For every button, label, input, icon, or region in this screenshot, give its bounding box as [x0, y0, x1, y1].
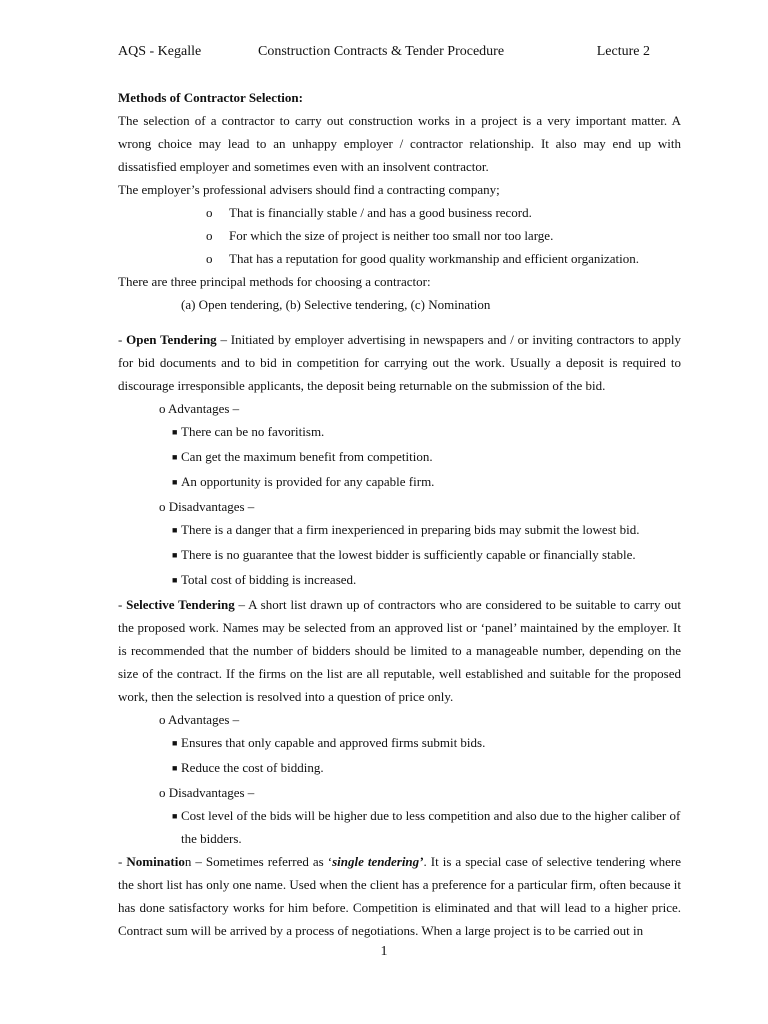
list-item-text: Ensures that only capable and approved firms submit bids. — [181, 735, 486, 750]
list-item — [118, 804, 681, 850]
disadvantages-label: o Disadvantages – — [159, 499, 255, 514]
list-item-text: An opportunity is provided for any capable firm. — [181, 474, 435, 489]
list-item — [118, 470, 681, 495]
methods-intro: There are three principal methods for choosing a contractor: — [118, 274, 431, 289]
square-bullet-icon: ■ — [172, 550, 178, 560]
page-header — [118, 44, 681, 62]
selective-tendering-title: Selective Tendering — [126, 597, 235, 612]
criteria-text: That is financially stable / and has a good business record. — [229, 205, 532, 220]
criteria-text: For which the size of project is neither too small nor too large. — [229, 228, 554, 243]
list-item-text: There can be no favoritism. — [181, 424, 325, 439]
header-subject: Construction Contracts & Tender Procedure — [258, 44, 505, 59]
list-item-text: Reduce the cost of bidding. — [181, 760, 324, 775]
open-tendering-text: – Initiated by employer advertising in newspapers and / or inviting contractors to apply for bid documents and to bid in competition for carrying out the work. Usually a deposit is required to discourage irresponsible applicants, the deposit being returnable on the submission of the bid. — [118, 332, 681, 393]
page-number: 1 — [380, 944, 388, 959]
open-tendering-title: Open Tendering — [126, 332, 217, 347]
square-bullet-icon: ■ — [172, 525, 178, 535]
page-body — [118, 86, 681, 942]
advisers-paragraph: The employer’s professional advisers should find a contracting company; — [118, 182, 500, 197]
list-item — [118, 420, 681, 445]
single-tendering-term: single tendering’ — [332, 854, 424, 869]
nomination-text: – Sometimes referred as ‘ — [191, 854, 333, 869]
list-item-text: Total cost of bidding is increased. — [181, 572, 357, 587]
list-item-text: There is a danger that a firm inexperienced in preparing bids may submit the lowest bid. — [181, 522, 640, 537]
square-bullet-icon: ■ — [172, 738, 178, 748]
criteria-item — [118, 201, 681, 224]
selective-tendering-text: – A short list drawn up of contractors who are considered to be suitable to carry out the proposed work. Names may be selected from an approved list or ‘panel’ maintained by the employer. It is recommended that the number of bidders should be limited to a manageable number, depending on the size of the contract. If the firms on the list are all reputable, well established and suitable for the proposed work, then the selection is resolved into a question of price only. — [118, 597, 681, 704]
nomination-text-cont: . It is a special case of selective tendering where the short list has only one name. Used when the client has a preference for a particular firm, often because it has done satisfactory works for him before. Competition is eliminated and that will lead to a higher price. Contract sum will be arrived by a process of negotiations. When a large project is to be carried out in — [118, 854, 681, 938]
dash: - — [118, 854, 127, 869]
square-bullet-icon: ■ — [172, 811, 178, 821]
square-bullet-icon: ■ — [172, 452, 178, 462]
open-tendering-paragraph — [118, 328, 681, 397]
advantages-label: o Advantages – — [159, 712, 240, 727]
circle-bullet-icon: o — [206, 205, 213, 220]
header-course: AQS - Kegalle — [118, 44, 202, 59]
circle-bullet-icon: o — [206, 251, 213, 266]
selective-tendering-paragraph — [118, 593, 681, 708]
advantages-label: o Advantages – — [159, 401, 240, 416]
dash: - — [118, 332, 127, 347]
list-item-text: There is no guarantee that the lowest bidder is sufficiently capable or financially stable. — [181, 547, 636, 562]
list-item-text: Cost level of the bids will be higher due to less competition and also due to the higher caliber of the bidders. — [181, 808, 681, 846]
spacer — [118, 316, 681, 328]
header-lecture: Lecture 2 — [596, 44, 650, 59]
list-item — [118, 518, 681, 543]
square-bullet-icon: ■ — [172, 427, 178, 437]
criteria-item — [118, 224, 681, 247]
circle-bullet-icon: o — [206, 228, 213, 243]
square-bullet-icon: ■ — [172, 763, 178, 773]
square-bullet-icon: ■ — [172, 575, 178, 585]
nomination-paragraph — [118, 850, 681, 942]
disadvantages-label: o Disadvantages – — [159, 785, 255, 800]
list-item — [118, 756, 681, 781]
square-bullet-icon: ■ — [172, 477, 178, 487]
nomination-title: Nominatio — [126, 854, 185, 869]
criteria-text: That has a reputation for good quality workmanship and efficient organization. — [229, 251, 639, 266]
list-item-text: Can get the maximum benefit from competition. — [181, 449, 433, 464]
nomination-title-tail: n — [184, 854, 192, 869]
list-item — [118, 731, 681, 756]
intro-paragraph: The selection of a contractor to carry out construction works in a project is a very important matter. A wrong choice may lead to an unhappy employer / contractor relationship. It also may end up with dissatisfied employer and sometimes even with an insolvent contractor. — [118, 113, 681, 174]
methods-list: (a) Open tendering, (b) Selective tendering, (c) Nomination — [181, 297, 491, 312]
list-item — [118, 445, 681, 470]
list-item — [118, 543, 681, 568]
list-item — [118, 568, 681, 593]
section-title: Methods of Contractor Selection: — [118, 90, 303, 105]
criteria-item — [118, 247, 681, 270]
dash: - — [118, 597, 127, 612]
